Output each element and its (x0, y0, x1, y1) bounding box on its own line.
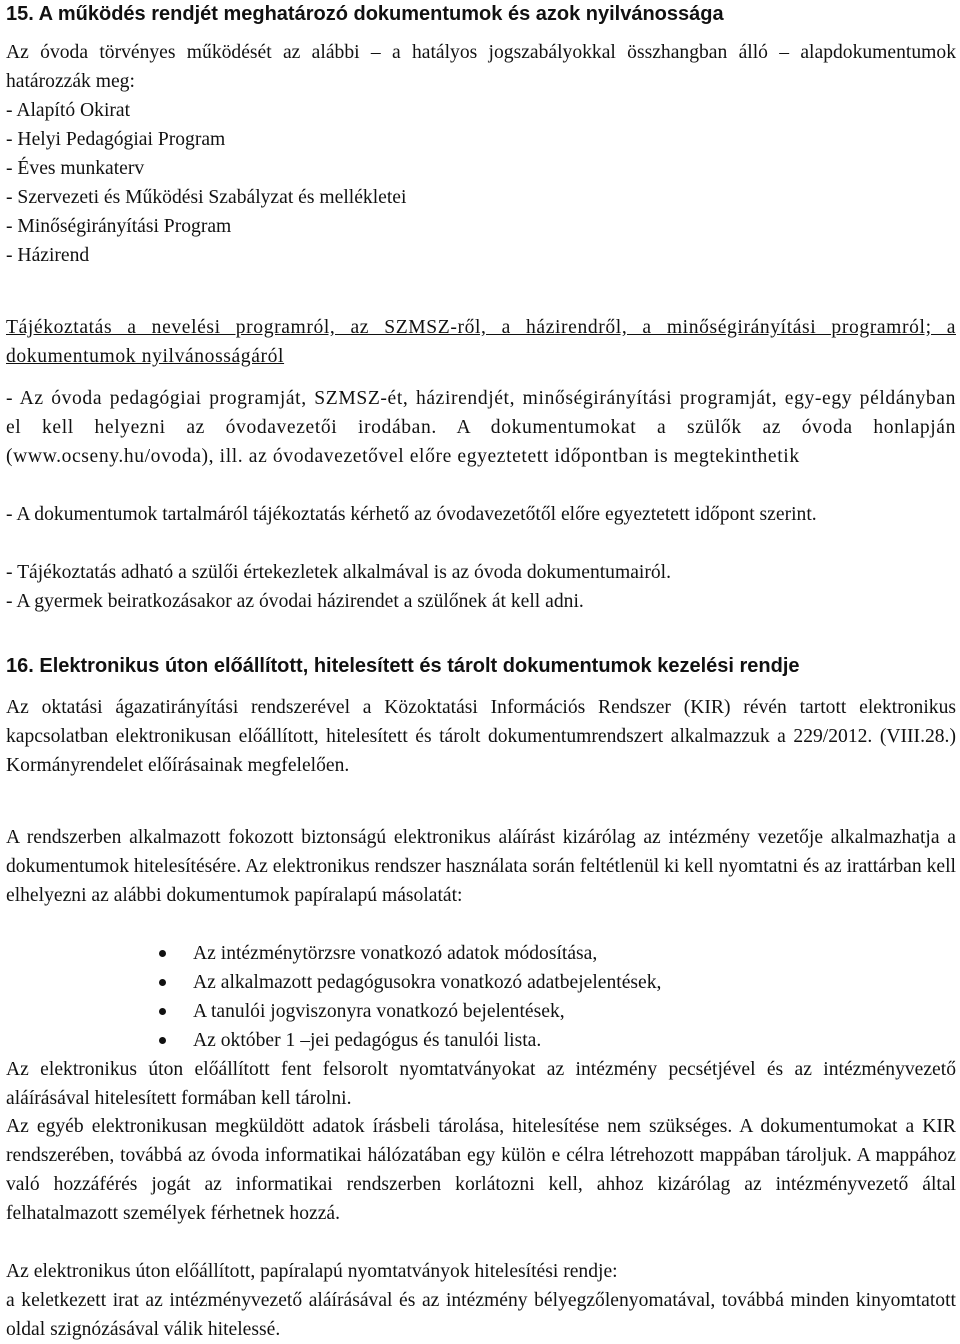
printout-bullet-list (6, 939, 956, 1055)
list-item: - Minőségirányítási Program (6, 216, 232, 237)
list-item: - Házirend (6, 245, 90, 266)
list-item: - Szervezeti és Működési Szabályzat és mellékletei (6, 187, 407, 208)
storage-paragraph: Az elektronikus úton előállított fent felsorolt nyomtatványokat az intézmény pecsétjével és az intézményvezető aláírásával hitelesített formában kell tárolni. (6, 1059, 956, 1109)
list-item: - Helyi Pedagógiai Program (6, 129, 226, 150)
publicity-paragraph-1: - Az óvoda pedagógiai programját, SZMSZ-ét, házirendjét, minőségirányítási programját, egy-egy példányban el kell helyezni az óvodavezetői irodában. A dokumentumokat a szülők az óvoda honlapján (www.ocseny.hu/ovoda), ill. az óvodavezetővel előre egyeztetett időpontban is megtekinthetik (6, 388, 956, 467)
bullet-item: Az alkalmazott pedagógusokra vonatkozó adatbejelentések, (6, 968, 956, 997)
bullet-item: Az intézménytörzsre vonatkozó adatok módosítása, (6, 939, 956, 968)
other-data-paragraph: Az egyéb elektronikusan megküldött adatok írásbeli tárolása, hitelesítése nem szükséges. A dokumentumokat a KIR rendszerében, továbbá az óvoda informatikai hálózatában egy külön e célra létrehozott mappában tároljuk. A mappához való hozzáférés jogát az informatikai rendszerben korlátozni kell, ahhoz kizárólag az intézményvezető által felhatalmazott személyek férhetnek hozzá. (6, 1116, 956, 1224)
signature-paragraph: A rendszerben alkalmazott fokozott biztonságú elektronikus aláírást kizárólag az intézmény vezetője alkalmazhatja a dokumentumok hitelesítésére. Az elektronikus rendszer használata során feltétlenül ki kell nyomtatni és az irattárban kell elhelyezni az alábbi dokumentumok papíralapú másolatát: (6, 827, 956, 906)
publicity-paragraph-2: - A dokumentumok tartalmáról tájékoztatás kérhető az óvodavezetőtől előre egyeztetett időpont szerint. (6, 504, 817, 525)
authentication-heading: Az elektronikus úton előállított, papíralapú nyomtatványok hitelesítési rendje: (6, 1261, 618, 1282)
list-item: - Éves munkaterv (6, 158, 145, 179)
kir-paragraph: Az oktatási ágazatirányítási rendszerével a Közoktatási Információs Rendszer (KIR) révén tartott elektronikus kapcsolatban elektronikusan előállított, hitelesített és tárolt dokumentumrendszert alkalmazzuk a 229/2012. (VIII.28.) Kormányrendelet előírásainak megfelelően. (6, 697, 956, 776)
section-15-intro: Az óvoda törvényes működését az alábbi – a hatályos jogszabályokkal összhangban álló – alapdokumentumok határozzák meg: (6, 42, 956, 92)
document-list (6, 96, 956, 270)
bullet-icon (159, 979, 166, 986)
list-item: - Alapító Okirat (6, 100, 131, 121)
section-15-title: 15. A működés rendjét meghatározó dokumentumok és azok nyilvánossága (6, 3, 724, 25)
bullet-item: A tanulói jogviszonyra vonatkozó bejelentések, (6, 997, 956, 1026)
bullet-icon (159, 950, 166, 957)
authentication-paragraph: a keletkezett irat az intézményvezető aláírásával és az intézmény bélyegzőlenyomatával, továbbá minden kinyomtatott oldal szignózásával válik hitelessé. (6, 1290, 956, 1340)
bullet-item: Az október 1 –jei pedagógus és tanulói lista. (6, 1026, 956, 1055)
publicity-paragraph-4: - A gyermek beiratkozásakor az óvodai házirendet a szülőnek át kell adni. (6, 591, 584, 612)
publicity-subheading: Tájékoztatás a nevelési programról, az SZMSZ-ről, a házirendről, a minőségirányítási programról; a dokumentumok nyilvánosságáról (6, 317, 956, 367)
section-16-title: 16. Elektronikus úton előállított, hitelesített és tárolt dokumentumok kezelési rendje (6, 655, 800, 677)
bullet-icon (159, 1037, 166, 1044)
publicity-paragraph-3: - Tájékoztatás adható a szülői értekezletek alkalmával is az óvoda dokumentumairól. (6, 562, 672, 583)
bullet-icon (159, 1008, 166, 1015)
